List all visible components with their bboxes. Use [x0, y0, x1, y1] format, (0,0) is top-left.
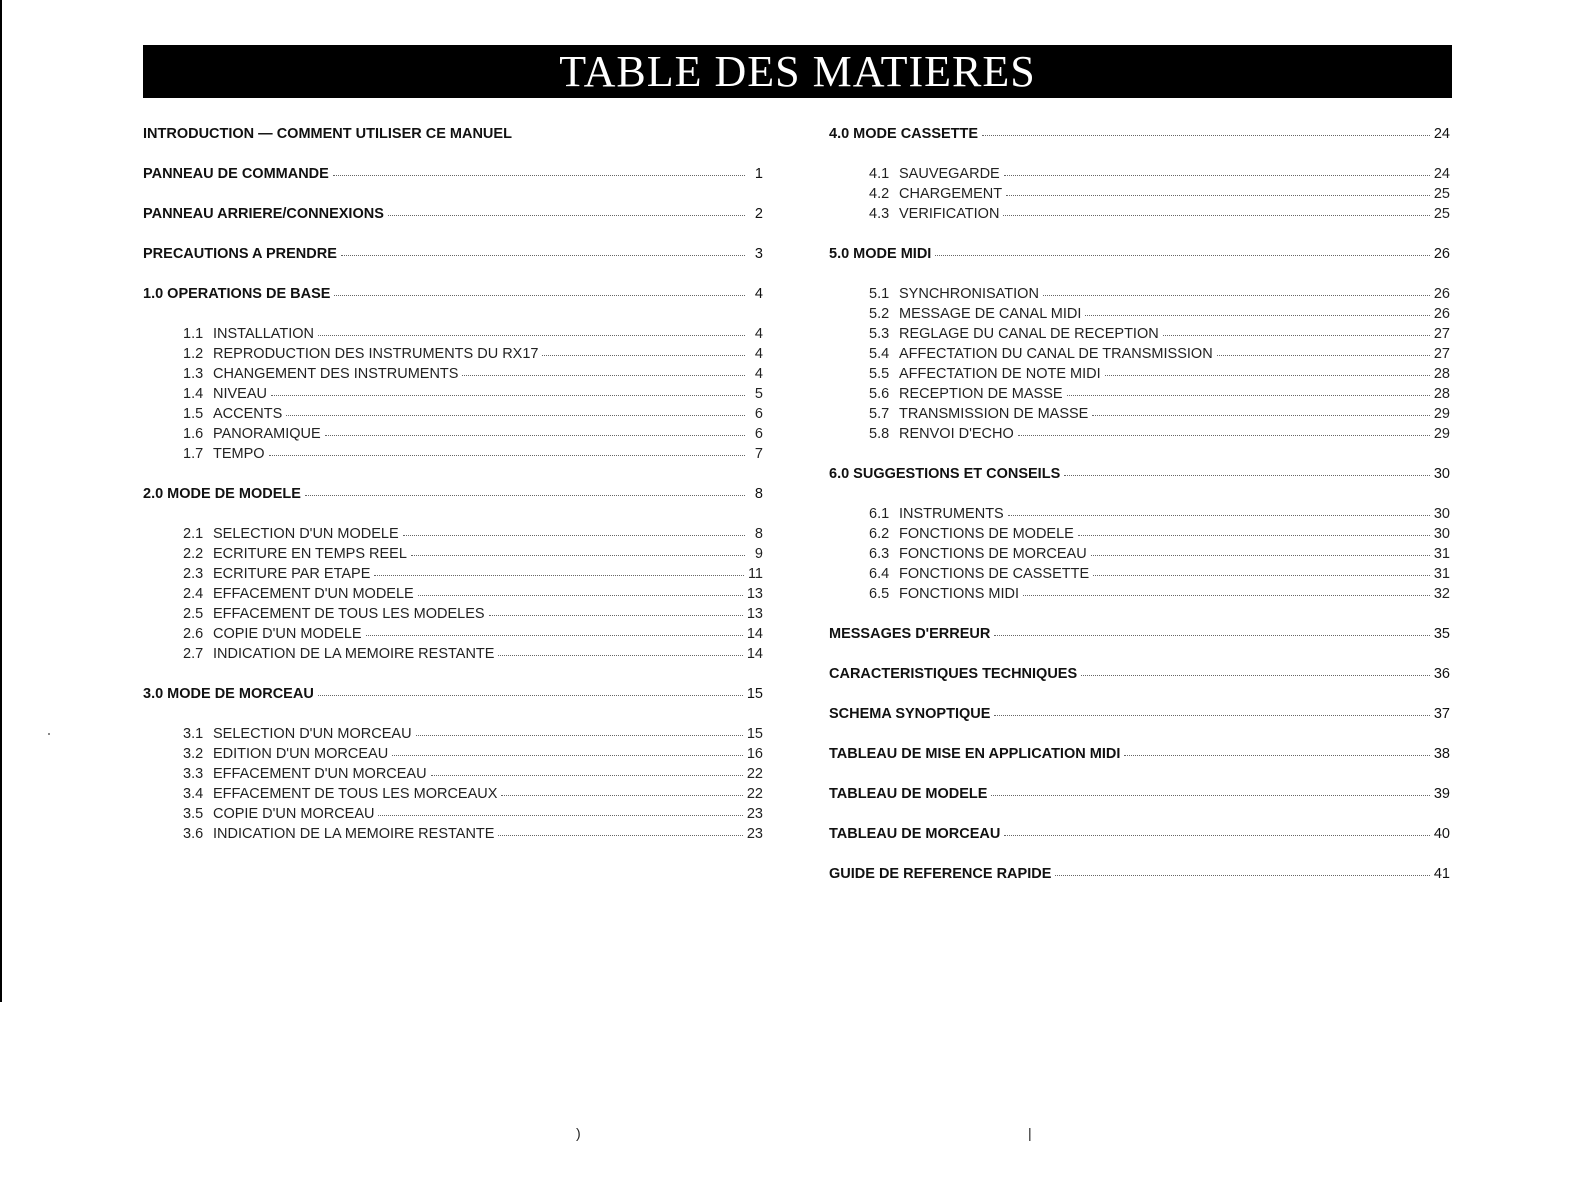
dot-leader — [1163, 333, 1430, 336]
toc-section-entry[interactable] — [829, 666, 1450, 686]
dot-leader — [286, 413, 745, 416]
toc-subsection-entry[interactable] — [143, 626, 763, 646]
toc-page-number: 8 — [754, 526, 763, 542]
toc-section-entry[interactable] — [143, 206, 763, 226]
toc-entry-title: TRANSMISSION DE MASSE — [899, 406, 1089, 422]
toc-page-number: 38 — [1433, 746, 1450, 762]
toc-subsection-entry[interactable] — [829, 506, 1450, 526]
toc-entry-number: 1.4 — [183, 386, 204, 402]
dot-leader — [1018, 433, 1430, 436]
dot-leader — [994, 633, 1429, 636]
toc-section-entry[interactable] — [829, 826, 1450, 846]
toc-subsection-entry[interactable] — [143, 786, 763, 806]
toc-page-number: 22 — [746, 766, 763, 782]
toc-entry-number: 3.6 — [183, 826, 204, 842]
toc-subsection-entry[interactable] — [829, 286, 1450, 306]
toc-entry-number: 1.6 — [183, 426, 204, 442]
toc-spacer — [829, 446, 1450, 466]
toc-page-number: 29 — [1433, 426, 1450, 442]
toc-entry-title: AFFECTATION DE NOTE MIDI — [899, 366, 1101, 382]
toc-subsection-entry[interactable] — [143, 566, 763, 586]
toc-section-entry[interactable] — [829, 246, 1450, 266]
toc-entry-number: 6.4 — [869, 566, 890, 582]
toc-entry-title: INTRODUCTION — COMMENT UTILISER CE MANUEL — [143, 126, 512, 142]
toc-page-number: 25 — [1433, 186, 1450, 202]
toc-entry-title: 5.0 MODE MIDI — [829, 246, 932, 262]
toc-entry-title: EFFACEMENT D'UN MORCEAU — [213, 766, 427, 782]
toc-subsection-entry[interactable] — [143, 546, 763, 566]
toc-subsection-entry[interactable] — [829, 346, 1450, 366]
toc-page-number: 15 — [746, 726, 763, 742]
toc-entry-title: INSTALLATION — [213, 326, 314, 342]
dot-leader — [366, 633, 743, 636]
dot-leader — [416, 733, 743, 736]
toc-spacer — [143, 146, 763, 166]
toc-entry-title: VERIFICATION — [899, 206, 1000, 222]
toc-page-number: 24 — [1433, 126, 1450, 142]
toc-entry-title: CHANGEMENT DES INSTRUMENTS — [213, 366, 459, 382]
dot-leader — [271, 393, 745, 396]
footer-mark-left: ) — [576, 1125, 581, 1141]
toc-page-number: 16 — [746, 746, 763, 762]
toc-entry-title: MESSAGES D'ERREUR — [829, 626, 991, 642]
toc-entry-number: 3.2 — [183, 746, 204, 762]
dot-leader — [1004, 173, 1430, 176]
toc-spacer — [829, 486, 1450, 506]
toc-spacer — [143, 186, 763, 206]
toc-page-number: 39 — [1433, 786, 1450, 802]
title-banner — [143, 45, 1452, 98]
toc-entry-title: EFFACEMENT DE TOUS LES MODELES — [213, 606, 485, 622]
toc-spacer — [143, 506, 763, 526]
toc-page-number: 13 — [746, 586, 763, 602]
toc-section-entry[interactable] — [143, 686, 763, 706]
toc-right-column — [829, 126, 1450, 886]
toc-section-entry[interactable] — [829, 466, 1450, 486]
dot-leader — [1078, 533, 1430, 536]
toc-entry-title: MESSAGE DE CANAL MIDI — [899, 306, 1082, 322]
dot-leader — [392, 753, 743, 756]
toc-subsection-entry[interactable] — [143, 646, 763, 666]
toc-entry-title: REPRODUCTION DES INSTRUMENTS DU RX17 — [213, 346, 539, 362]
toc-subsection-entry[interactable] — [143, 326, 763, 346]
dot-leader — [334, 293, 745, 296]
toc-page-number: 24 — [1433, 166, 1450, 182]
toc-entry-title: CHARGEMENT — [899, 186, 1003, 202]
toc-entry-title: INDICATION DE LA MEMOIRE RESTANTE — [213, 646, 495, 662]
toc-page-number: 27 — [1433, 346, 1450, 362]
toc-entry-number: 1.1 — [183, 326, 204, 342]
toc-entry-title: PRECAUTIONS A PRENDRE — [143, 246, 337, 262]
toc-subsection-entry[interactable] — [143, 426, 763, 446]
dot-leader — [994, 713, 1429, 716]
toc-page-number: 25 — [1433, 206, 1450, 222]
toc-page-number: 28 — [1433, 386, 1450, 402]
toc-entry-title: FONCTIONS MIDI — [899, 586, 1020, 602]
toc-entry-title: NIVEAU — [213, 386, 267, 402]
toc-section-entry[interactable] — [143, 286, 763, 306]
dot-leader — [388, 213, 745, 216]
toc-entry-number: 6.3 — [869, 546, 890, 562]
dot-leader — [325, 433, 745, 436]
toc-page-number: 8 — [754, 486, 763, 502]
toc-page-number: 14 — [746, 646, 763, 662]
toc-entry-number: 5.8 — [869, 426, 890, 442]
toc-entry-number: 5.2 — [869, 306, 890, 322]
dot-leader — [341, 253, 745, 256]
toc-entry-title: INDICATION DE LA MEMOIRE RESTANTE — [213, 826, 495, 842]
toc-entry-number: 3.3 — [183, 766, 204, 782]
dot-leader — [374, 573, 744, 576]
toc-subsection-entry[interactable] — [143, 726, 763, 746]
toc-subsection-entry[interactable] — [143, 406, 763, 426]
toc-entry-title: 6.0 SUGGESTIONS ET CONSEILS — [829, 466, 1061, 482]
toc-spacer — [829, 226, 1450, 246]
dot-leader — [1043, 293, 1430, 296]
toc-page-number: 31 — [1433, 546, 1450, 562]
page-title: TABLE DES MATIERES — [559, 46, 1036, 96]
toc-entry-title: ECRITURE EN TEMPS REEL — [213, 546, 407, 562]
toc-entry-title: 4.0 MODE CASSETTE — [829, 126, 979, 142]
toc-subsection-entry[interactable] — [143, 586, 763, 606]
toc-page-number: 23 — [746, 826, 763, 842]
toc-section-entry[interactable] — [143, 246, 763, 266]
toc-entry-number: 2.3 — [183, 566, 204, 582]
dot-leader — [269, 453, 745, 456]
toc-entry-title: TEMPO — [213, 446, 265, 462]
dot-leader — [1085, 313, 1429, 316]
toc-spacer — [829, 646, 1450, 666]
toc-subsection-entry[interactable] — [829, 166, 1450, 186]
toc-spacer — [829, 266, 1450, 286]
toc-section-entry[interactable] — [829, 706, 1450, 726]
toc-entry-title: GUIDE DE REFERENCE RAPIDE — [829, 866, 1052, 882]
toc-entry-number: 1.7 — [183, 446, 204, 462]
dot-leader — [318, 333, 745, 336]
dot-leader — [403, 533, 745, 536]
dot-leader — [1008, 513, 1430, 516]
toc-entry-number: 3.5 — [183, 806, 204, 822]
toc-entry-title: EFFACEMENT D'UN MODELE — [213, 586, 414, 602]
scan-edge-line — [0, 0, 2, 1002]
toc-spacer — [143, 226, 763, 246]
toc-entry-title: SELECTION D'UN MORCEAU — [213, 726, 412, 742]
dot-leader — [498, 653, 742, 656]
toc-page-number: 30 — [1433, 506, 1450, 522]
toc-entry-number: 1.3 — [183, 366, 204, 382]
toc-subsection-entry[interactable] — [829, 306, 1450, 326]
toc-subsection-entry[interactable] — [829, 326, 1450, 346]
toc-page-number: 4 — [754, 366, 763, 382]
toc-entry-title: SCHEMA SYNOPTIQUE — [829, 706, 991, 722]
toc-entry-title: FONCTIONS DE MODELE — [899, 526, 1074, 542]
toc-page-number: 36 — [1433, 666, 1450, 682]
toc-page-number: 7 — [754, 446, 763, 462]
toc-left-column — [143, 126, 763, 846]
toc-entry-number: 1.2 — [183, 346, 204, 362]
toc-page-number: 6 — [754, 406, 763, 422]
dot-leader — [1124, 753, 1430, 756]
toc-subsection-entry[interactable] — [143, 346, 763, 366]
dot-leader — [542, 353, 745, 356]
toc-page-number: 27 — [1433, 326, 1450, 342]
dot-leader — [411, 553, 745, 556]
toc-subsection-entry[interactable] — [143, 446, 763, 466]
dot-leader — [1091, 553, 1430, 556]
toc-entry-title: EFFACEMENT DE TOUS LES MORCEAUX — [213, 786, 498, 802]
dot-leader — [1092, 413, 1430, 416]
toc-subsection-entry[interactable] — [143, 766, 763, 786]
toc-entry-number: 5.4 — [869, 346, 890, 362]
dot-leader — [1006, 193, 1430, 196]
toc-entry-number: 6.1 — [869, 506, 890, 522]
toc-entry-number: 3.1 — [183, 726, 204, 742]
dot-leader — [991, 793, 1429, 796]
toc-section-entry[interactable] — [829, 626, 1450, 646]
toc-entry-number: 4.2 — [869, 186, 890, 202]
toc-section-entry[interactable] — [143, 486, 763, 506]
toc-section-entry[interactable] — [143, 166, 763, 186]
toc-page-number: 22 — [746, 786, 763, 802]
toc-page-number: 41 — [1433, 866, 1450, 882]
toc-subsection-entry[interactable] — [829, 406, 1450, 426]
toc-spacer — [829, 726, 1450, 746]
toc-entry-number: 4.3 — [869, 206, 890, 222]
toc-entry-title: TABLEAU DE MODELE — [829, 786, 988, 802]
toc-entry-title: RECEPTION DE MASSE — [899, 386, 1063, 402]
dot-leader — [418, 593, 743, 596]
toc-entry-number: 5.1 — [869, 286, 890, 302]
toc-page-number: 4 — [754, 286, 763, 302]
toc-entry-title: SELECTION D'UN MODELE — [213, 526, 399, 542]
toc-spacer — [829, 606, 1450, 626]
toc-page-number: 35 — [1433, 626, 1450, 642]
dot-leader — [1105, 373, 1430, 376]
toc-entry-title: REGLAGE DU CANAL DE RECEPTION — [899, 326, 1159, 342]
dot-leader — [1003, 213, 1429, 216]
toc-page-number: 11 — [747, 566, 763, 582]
toc-spacer — [829, 806, 1450, 826]
toc-entry-title: COPIE D'UN MORCEAU — [213, 806, 375, 822]
toc-entry-title: PANNEAU ARRIERE/CONNEXIONS — [143, 206, 384, 222]
toc-spacer — [143, 306, 763, 326]
toc-subsection-entry[interactable] — [829, 526, 1450, 546]
toc-entry-title: PANORAMIQUE — [213, 426, 321, 442]
toc-subsection-entry[interactable] — [143, 746, 763, 766]
toc-spacer — [829, 146, 1450, 166]
toc-subsection-entry[interactable] — [143, 386, 763, 406]
toc-entry-title: ACCENTS — [213, 406, 283, 422]
toc-subsection-entry[interactable] — [829, 366, 1450, 386]
dot-leader — [431, 773, 743, 776]
toc-page-number: 3 — [754, 246, 763, 262]
dot-leader — [333, 173, 745, 176]
dot-leader — [498, 833, 742, 836]
toc-entry-number: 5.6 — [869, 386, 890, 402]
toc-page-number: 2 — [754, 206, 763, 222]
toc-spacer — [143, 666, 763, 686]
toc-page-number: 15 — [746, 686, 763, 702]
toc-subsection-entry[interactable] — [143, 806, 763, 826]
dot-leader — [982, 133, 1430, 136]
toc-page-number: 9 — [754, 546, 763, 562]
toc-subsection-entry[interactable] — [829, 546, 1450, 566]
toc-page-number: 28 — [1433, 366, 1450, 382]
dot-leader — [1055, 873, 1429, 876]
toc-section-entry[interactable] — [829, 746, 1450, 766]
toc-entry-title: 3.0 MODE DE MORCEAU — [143, 686, 314, 702]
toc-page-number: 13 — [746, 606, 763, 622]
toc-page-number: 26 — [1433, 286, 1450, 302]
dot-leader — [935, 253, 1430, 256]
dot-leader — [1081, 673, 1430, 676]
toc-spacer — [143, 266, 763, 286]
toc-subsection-entry[interactable] — [143, 826, 763, 846]
toc-entry-number: 6.2 — [869, 526, 890, 542]
scan-speck — [48, 733, 50, 735]
toc-page-number: 6 — [754, 426, 763, 442]
toc-page-number: 5 — [754, 386, 763, 402]
toc-entry-title: 1.0 OPERATIONS DE BASE — [143, 286, 331, 302]
toc-page-number: 30 — [1433, 526, 1450, 542]
toc-subsection-entry[interactable] — [829, 566, 1450, 586]
toc-entry-number: 3.4 — [183, 786, 204, 802]
dot-leader — [1023, 593, 1430, 596]
toc-subsection-entry[interactable] — [143, 366, 763, 386]
toc-page-number: 32 — [1433, 586, 1450, 602]
footer-mark-right: | — [1028, 1125, 1032, 1141]
toc-subsection-entry[interactable] — [829, 186, 1450, 206]
toc-subsection-entry[interactable] — [829, 206, 1450, 226]
dot-leader — [489, 613, 743, 616]
toc-section-entry[interactable] — [829, 126, 1450, 146]
toc-page-number: 37 — [1433, 706, 1450, 722]
toc-subsection-entry[interactable] — [143, 526, 763, 546]
toc-entry-title: 2.0 MODE DE MODELE — [143, 486, 301, 502]
toc-entry-title: EDITION D'UN MORCEAU — [213, 746, 389, 762]
toc-entry-title: CARACTERISTIQUES TECHNIQUES — [829, 666, 1078, 682]
toc-entry-title: TABLEAU DE MISE EN APPLICATION MIDI — [829, 746, 1121, 762]
toc-entry-title: ECRITURE PAR ETAPE — [213, 566, 371, 582]
toc-entry-number: 1.5 — [183, 406, 204, 422]
toc-entry-number: 2.6 — [183, 626, 204, 642]
dot-leader — [1004, 833, 1430, 836]
toc-entry-number: 2.4 — [183, 586, 204, 602]
toc-spacer — [143, 706, 763, 726]
toc-section-entry[interactable] — [143, 126, 763, 146]
toc-entry-title: TABLEAU DE MORCEAU — [829, 826, 1001, 842]
toc-subsection-entry[interactable] — [829, 426, 1450, 446]
dot-leader — [501, 793, 742, 796]
dot-leader — [1064, 473, 1430, 476]
dot-leader — [1093, 573, 1430, 576]
toc-entry-number: 5.7 — [869, 406, 890, 422]
toc-spacer — [829, 686, 1450, 706]
toc-entry-title: PANNEAU DE COMMANDE — [143, 166, 329, 182]
toc-entry-title: SYNCHRONISATION — [899, 286, 1039, 302]
toc-entry-number: 2.2 — [183, 546, 204, 562]
toc-entry-number: 2.5 — [183, 606, 204, 622]
toc-entry-title: SAUVEGARDE — [899, 166, 1000, 182]
toc-page-number: 14 — [746, 626, 763, 642]
toc-page-number: 31 — [1433, 566, 1450, 582]
toc-page-number: 26 — [1433, 246, 1450, 262]
toc-section-entry[interactable] — [829, 786, 1450, 806]
dot-leader — [1067, 393, 1430, 396]
toc-entry-title: RENVOI D'ECHO — [899, 426, 1014, 442]
toc-subsection-entry[interactable] — [143, 606, 763, 626]
toc-entry-number: 4.1 — [869, 166, 890, 182]
toc-page-number: 4 — [754, 346, 763, 362]
toc-entry-number: 5.5 — [869, 366, 890, 382]
toc-section-entry[interactable] — [829, 866, 1450, 886]
dot-leader — [462, 373, 745, 376]
toc-page-number: 1 — [754, 166, 763, 182]
toc-page-number: 4 — [754, 326, 763, 342]
toc-page-number: 29 — [1433, 406, 1450, 422]
toc-entry-number: 6.5 — [869, 586, 890, 602]
toc-entry-title: AFFECTATION DU CANAL DE TRANSMISSION — [899, 346, 1213, 362]
dot-leader — [1217, 353, 1430, 356]
toc-page-number: 26 — [1433, 306, 1450, 322]
toc-entry-number: 2.1 — [183, 526, 204, 542]
dot-leader — [318, 693, 743, 696]
toc-page-number: 30 — [1433, 466, 1450, 482]
toc-entry-title: FONCTIONS DE MORCEAU — [899, 546, 1087, 562]
toc-spacer — [829, 766, 1450, 786]
dot-leader — [305, 493, 745, 496]
toc-entry-title: COPIE D'UN MODELE — [213, 626, 362, 642]
toc-page-number: 23 — [746, 806, 763, 822]
toc-entry-title: FONCTIONS DE CASSETTE — [899, 566, 1090, 582]
toc-entry-number: 2.7 — [183, 646, 204, 662]
toc-spacer — [143, 466, 763, 486]
toc-spacer — [829, 846, 1450, 866]
dot-leader — [378, 813, 742, 816]
toc-entry-title: INSTRUMENTS — [899, 506, 1004, 522]
toc-entry-number: 5.3 — [869, 326, 890, 342]
toc-subsection-entry[interactable] — [829, 386, 1450, 406]
toc-page-number: 40 — [1433, 826, 1450, 842]
toc-subsection-entry[interactable] — [829, 586, 1450, 606]
